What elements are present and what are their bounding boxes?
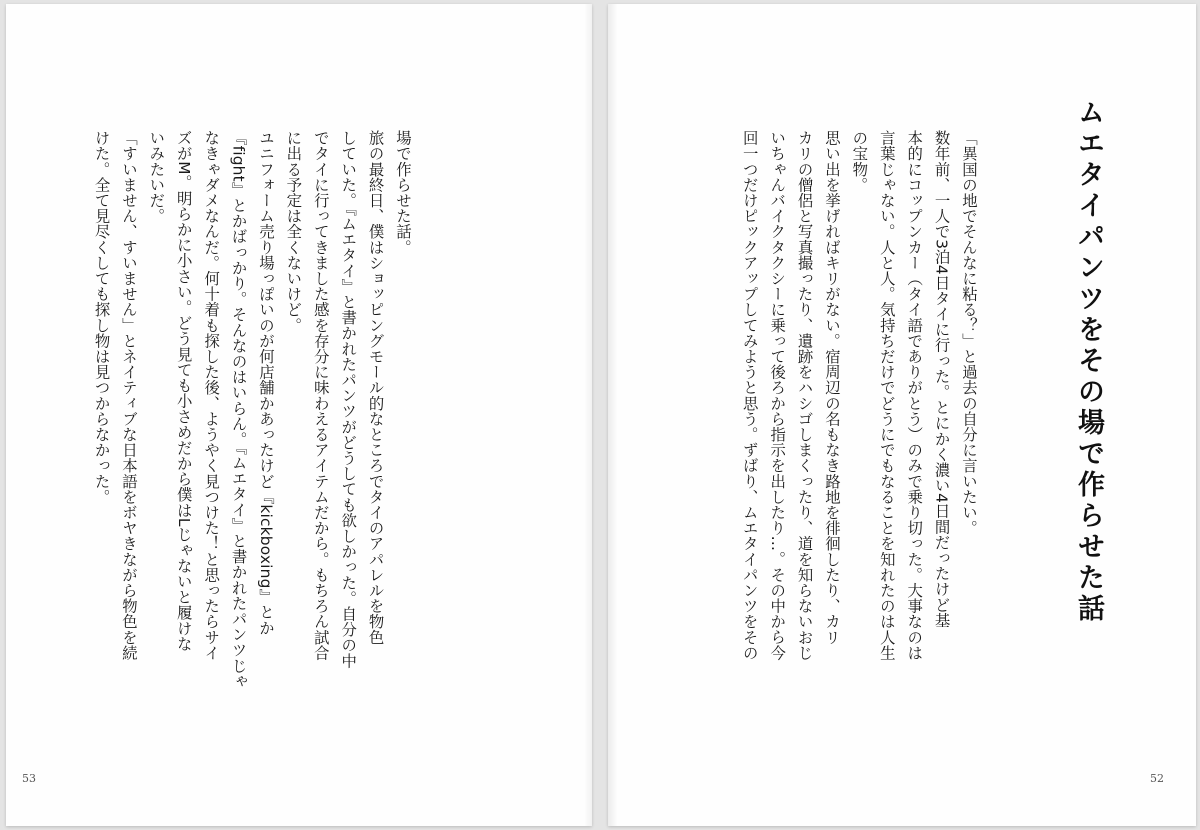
left-page [6, 4, 592, 826]
text-line: 「異国の地でそんなに粘る？」と過去の自分に言いたい。 [960, 130, 978, 536]
text-line: カリの僧侶と写真撮ったり、遺跡をハシゴしまくったり、道を知らないおじ [795, 130, 814, 661]
text-line: 数年前、一人で3泊4日タイに行った。とにかく濃い4日間だったけど基 [932, 130, 951, 628]
text-line: 言葉じゃない。人と人。気持ちだけでどうにでもなることを知れたのは人生 [877, 130, 896, 661]
text-line: 旅の最終日、僕はショッピングモール的なところでタイのアパレルを物色 [366, 130, 385, 645]
text-line: に出る予定は全くないけど。 [284, 130, 303, 333]
text-line: していた。『ムエタイ』と書かれたパンツがどうしても欲しかった。自分の中 [339, 130, 358, 669]
text-line: けた。全て見尽くしても探し物は見つからなかった。 [92, 130, 111, 505]
chapter-title: ムエタイパンツをその場で作らせた話 [1073, 98, 1104, 625]
text-line: ユニフォーム売り場っぽいのが何店舗かあったけど『kickboxing』とか [256, 130, 275, 636]
text-line: ズがM。明らかに小さい。どう見ても小さめだから僕はLじゃないと履けな [174, 130, 193, 652]
text-line: いちゃんバイクタクシーに乗って後ろから指示を出したり…。その中から今 [768, 130, 787, 661]
text-line: 思い出を挙げればキリがない。宿周辺の名もなき路地を徘徊したり、カリ [822, 130, 841, 645]
text-line: 本的にコップンカー（タイ語でありがとう）のみで乗り切った。大事なのは [905, 130, 924, 661]
left-page-body [87, 130, 416, 750]
text-line: でタイに行ってきました感を存分に味わえるアイテムだから。もちろん試合 [311, 130, 330, 661]
right-page-body [735, 130, 982, 750]
text-line: の宝物。 [850, 130, 869, 193]
text-line: 『fight』とかばっかり。そんなのはいらん。『ムエタイ』と書かれたパンツじゃ [229, 130, 248, 689]
text-line: 回一つだけピックアップしてみようと思う。ずばり、ムエタイパンツをその [740, 130, 759, 661]
text-line: いみたいだ。 [147, 130, 166, 224]
text-line: なきゃダメなんだ。何十着も探した後、ようやく見つけた！と思ったらサイ [202, 130, 221, 661]
text-line: 「すいません、すいません」とネイティブな日本語をボヤきながら物色を続 [119, 130, 138, 661]
page-number: 52 [1150, 772, 1164, 785]
right-page [608, 4, 1196, 826]
text-line: 場で作らせた話。 [394, 130, 412, 255]
page-number: 53 [22, 772, 36, 785]
